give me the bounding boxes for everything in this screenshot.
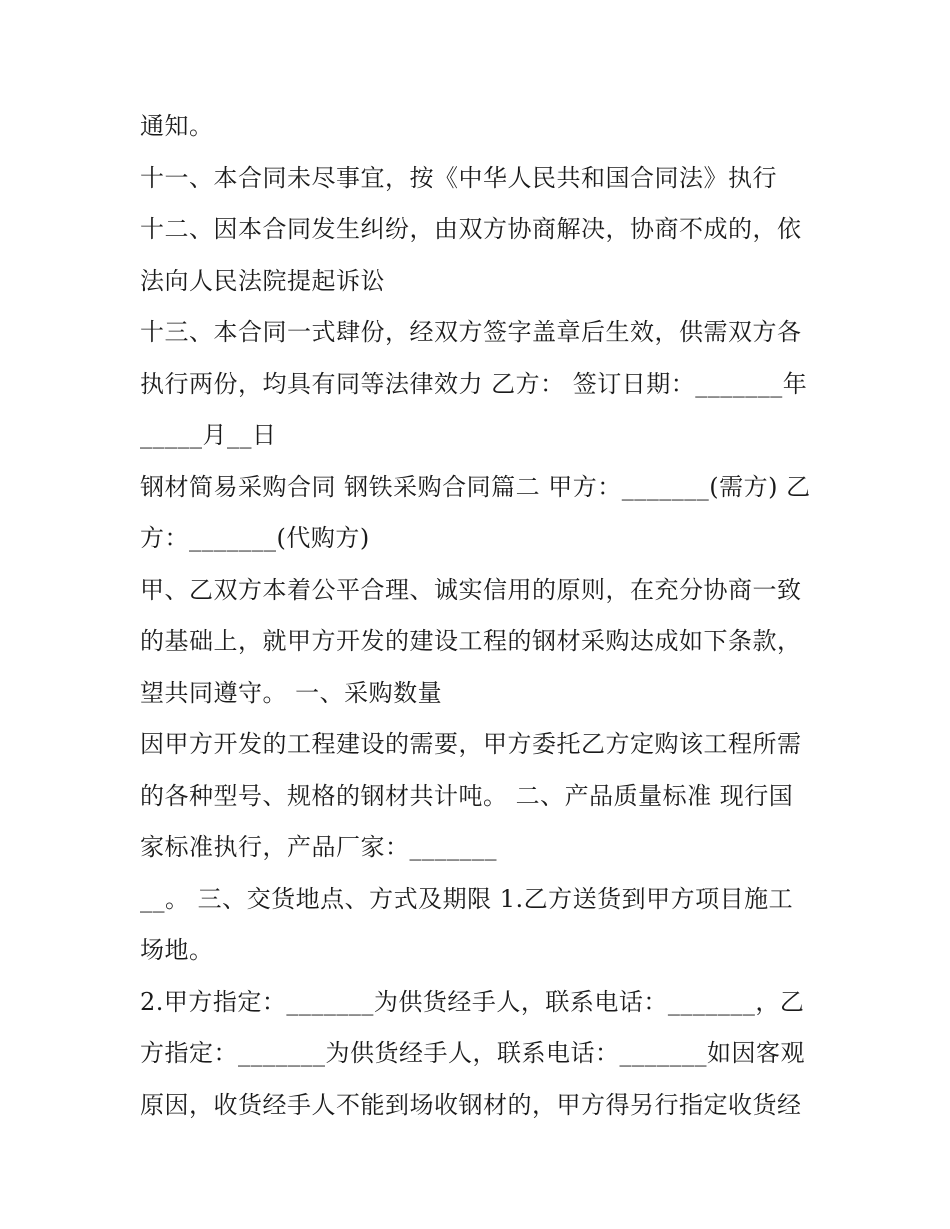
text-line: 法向人民法院提起诉讼 (140, 266, 385, 295)
text-line: 方指定：_______为供货经手人，联系电话：_______如因客观 (140, 1039, 805, 1067)
text-line: 的基础上，就甲方开发的建设工程的钢材采购达成如下条款， (140, 627, 802, 655)
text-line: 方：_______(代购方) (140, 524, 370, 552)
text-line: 十三、本合同一式肆份，经双方签字盖章后生效，供需双方各 (140, 318, 802, 346)
text-line: 原因，收货经手人不能到场收钢材的，甲方得另行指定收货经 (140, 1090, 802, 1119)
text-line: 家标准执行，产品厂家：_______ (140, 833, 497, 861)
text-line: 十一、本合同未尽事宜，按《中华人民共和国合同法》执行 (140, 163, 777, 192)
document-body (140, 104, 830, 1134)
text-line: 的各种型号、规格的钢材共计吨。 二、产品质量标准 现行国 (140, 781, 794, 810)
text-line: 十二、因本合同发生纠纷，由双方协商解决，协商不成的，依 (140, 215, 802, 243)
text-line: 钢材简易采购合同 钢铁采购合同篇二 甲方：_______(需方) 乙 (140, 472, 811, 501)
text-line: __。 三、交货地点、方式及期限 1.乙方送货到甲方项目施工 (140, 884, 794, 913)
text-line: 执行两份，均具有同等法律效力 乙方： 签订日期：_______年 (140, 369, 808, 398)
text-line: 通知。 (140, 112, 214, 140)
text-line: 望共同遵守。 一、采购数量 (140, 678, 443, 707)
text-line: 甲、乙双方本着公平合理、诚实信用的原则，在充分协商一致 (140, 575, 802, 604)
text-line: 因甲方开发的工程建设的需要，甲方委托乙方定购该工程所需 (140, 730, 802, 758)
text-line: _____月__日 (140, 421, 277, 449)
text-line: 2.甲方指定：_______为供货经手人，联系电话：_______，乙 (140, 987, 805, 1016)
text-line: 场地。 (140, 936, 214, 964)
